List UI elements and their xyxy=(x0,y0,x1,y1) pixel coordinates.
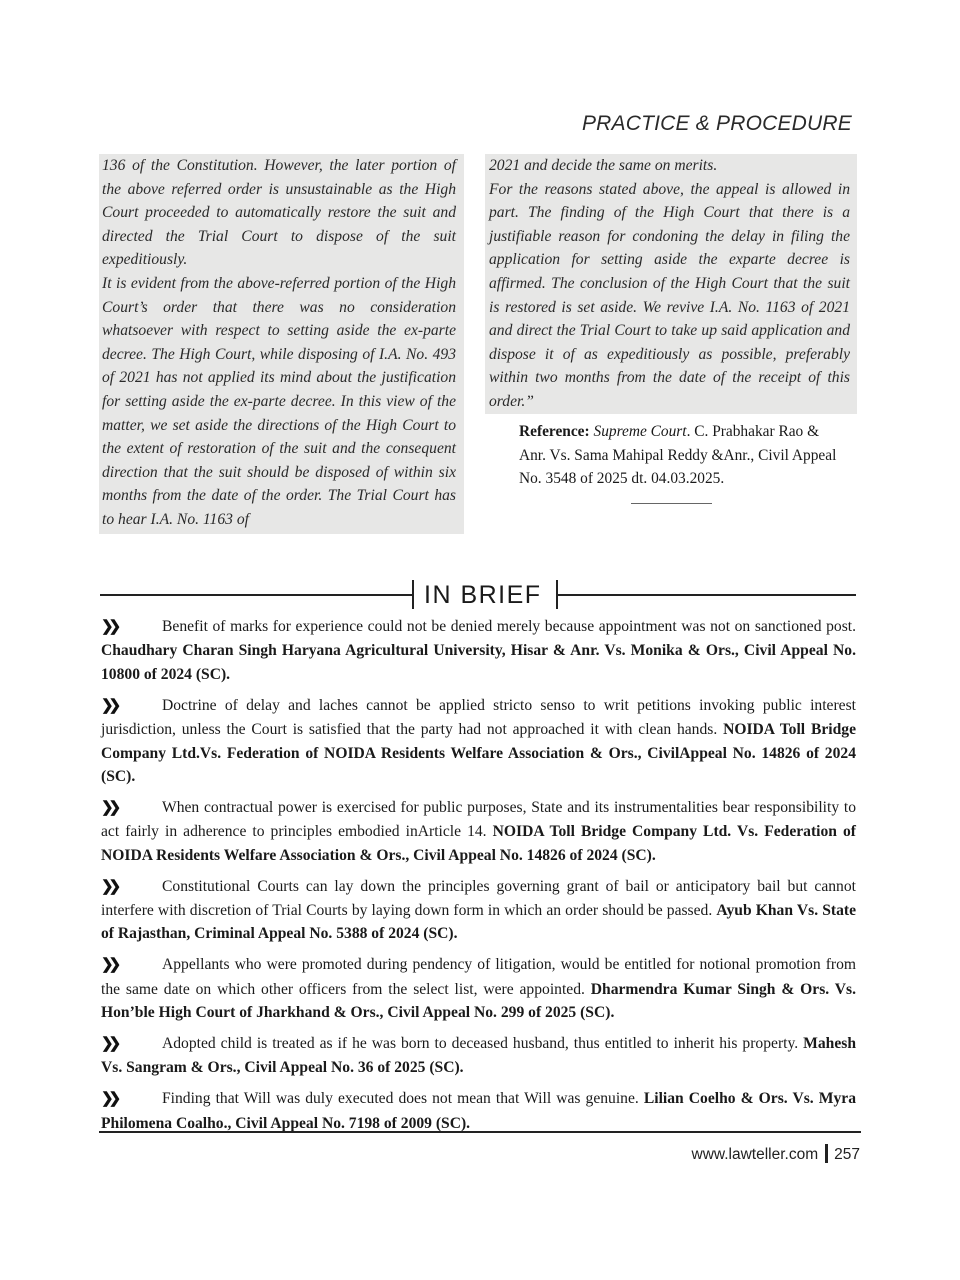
footer-rule xyxy=(99,1131,861,1133)
brief-item xyxy=(101,796,856,867)
quote-paragraph: 136 of the Constitution. However, the later portion of the above referred order is unsustainable as the High Court proceeded to automatically restore the suit and directed the Trial Court to dispose of the suit expeditiously. xyxy=(102,157,456,269)
double-chevron-right-icon: ❯❯ xyxy=(101,799,117,816)
brief-text: Adopted child is treated as if he was born to deceased husband, thus entitled to inherit his property. xyxy=(162,1035,799,1052)
double-chevron-right-icon: ❯❯ xyxy=(101,1036,117,1052)
quote-left-column xyxy=(99,154,464,534)
brief-citation: NOIDA Toll Bridge Company Ltd.Vs. Federation of NOIDA Residents Welfare Association & Ors., CivilAppeal No. 14826 of 2024 (SC). xyxy=(101,721,856,785)
brief-item xyxy=(101,615,856,686)
brief-citation: Lilian Coelho & Ors. Vs. Myra Philomena Coalho., Civil Appeal No. 7198 of 2009 (SC). xyxy=(101,1090,856,1132)
in-brief-rule-left xyxy=(100,594,412,596)
quote-right-column xyxy=(485,154,857,414)
brief-text: When contractual power is exercised for public purposes, State and its instrumentalities bear responsibility to act fairly in adherence to principles embodied inArticle 14. xyxy=(101,798,856,841)
in-brief-list xyxy=(101,615,856,1143)
brief-citation: NOIDA Toll Bridge Company Ltd. Vs. Federation of NOIDA Residents Welfare Association & Ors., Civil Appeal No. 14826 of 2024 (SC). xyxy=(101,823,856,864)
page-number: 257 xyxy=(834,1146,860,1163)
in-brief-rule-right xyxy=(557,594,856,596)
footer-website-link[interactable]: www.lawteller.com xyxy=(691,1146,819,1163)
double-chevron-right-icon: ❯❯ xyxy=(101,697,117,714)
brief-item xyxy=(101,953,856,1024)
reference-block xyxy=(519,420,839,491)
quote-paragraph: It is evident from the above-referred portion of the High Court’s order that there was no consideration whatsoever with respect to setting aside the ex-parte decree. The High Court, while disposing of I.A. No. 493 of 2021 has not applied its mind about the justification for setting aside the ex-parte decree. In this view of the matter, we set aside the directions of the High Court to the extent of restoration of the suit and the consequent direction that the suit should be disposed of within six months from the date of the order. The Trial Court has to hear I.A. No. 1163 of xyxy=(102,274,456,528)
double-chevron-right-icon: ❯❯ xyxy=(101,878,117,895)
section-header: PRACTICE & PROCEDURE xyxy=(581,112,852,135)
brief-citation: Dharmendra Kumar Singh & Ors. Vs. Hon’ble High Court of Jharkhand & Ors., Civil Appeal No. 299 of 2025 (SC). xyxy=(101,980,856,1022)
brief-item xyxy=(101,1032,856,1080)
brief-text: Benefit of marks for experience could not be denied merely because appointment was not on sanctioned post. xyxy=(162,618,856,635)
brief-text: Constitutional Courts can lay down the principles governing grant of bail or anticipatory bail but cannot interfere with discretion of Trial Courts by laying down form in which an order should be passed. xyxy=(101,877,856,919)
brief-text: Appellants who were promoted during pendency of litigation, would be entitled for notional promotion from the same date on which other officers from the select list, were appointed. xyxy=(101,956,856,998)
brief-item xyxy=(101,875,856,946)
double-chevron-right-icon: ❯❯ xyxy=(101,957,117,974)
double-chevron-right-icon: ❯❯ xyxy=(101,619,117,635)
reference-citation: . C. Prabhakar Rao & Anr. Vs. Sama Mahipal Reddy &Anr., Civil Appeal No. 3548 of 2025 dt. 04.03.2025. xyxy=(519,423,837,487)
brief-item xyxy=(101,1087,856,1135)
brief-text: Doctrine of delay and laches cannot be applied stricto senso to writ petitions invoking public interest jurisdiction, unless the Court is satisfied that the party had not approached it with clean hands. xyxy=(101,696,856,739)
quote-paragraph: For the reasons stated above, the appeal is allowed in part. The finding of the High Court that there is a justifiable reason for condoning the delay in filing the application for setting aside the exparte decree is affirmed. The conclusion of the High Court that the suit is restored is set aside. We revive I.A. No. 1163 of 2021 and direct the Trial Court to take up said application and dispose it of as expeditiously as possible, preferably within two months from the date of the receipt of this order.” xyxy=(489,180,850,410)
reference-label: Reference: xyxy=(519,423,590,440)
brief-citation: Ayub Khan Vs. State of Rajasthan, Criminal Appeal No. 5388 of 2024 (SC). xyxy=(101,901,856,943)
brief-item xyxy=(101,694,856,789)
in-brief-title: IN BRIEF xyxy=(424,581,542,609)
brief-text: Finding that Will was duly executed does not mean that Will was genuine. xyxy=(162,1090,639,1108)
quote-paragraph: 2021 and decide the same on merits. xyxy=(489,157,718,174)
reference-court: Supreme Court xyxy=(593,423,687,440)
double-chevron-right-icon: ❯❯ xyxy=(101,1091,117,1108)
brief-citation: Chaudhary Charan Singh Haryana Agricultural University, Hisar & Anr. Vs. Monika & Ors., Civil Appeal No. 10800 of 2024 (SC). xyxy=(101,642,856,683)
in-brief-tick-left xyxy=(412,580,414,609)
footer-separator xyxy=(825,1144,828,1163)
page-footer xyxy=(692,1144,861,1164)
reference-divider xyxy=(631,503,712,504)
brief-citation: Mahesh Vs. Sangram & Ors., Civil Appeal No. 36 of 2025 (SC). xyxy=(101,1035,856,1077)
